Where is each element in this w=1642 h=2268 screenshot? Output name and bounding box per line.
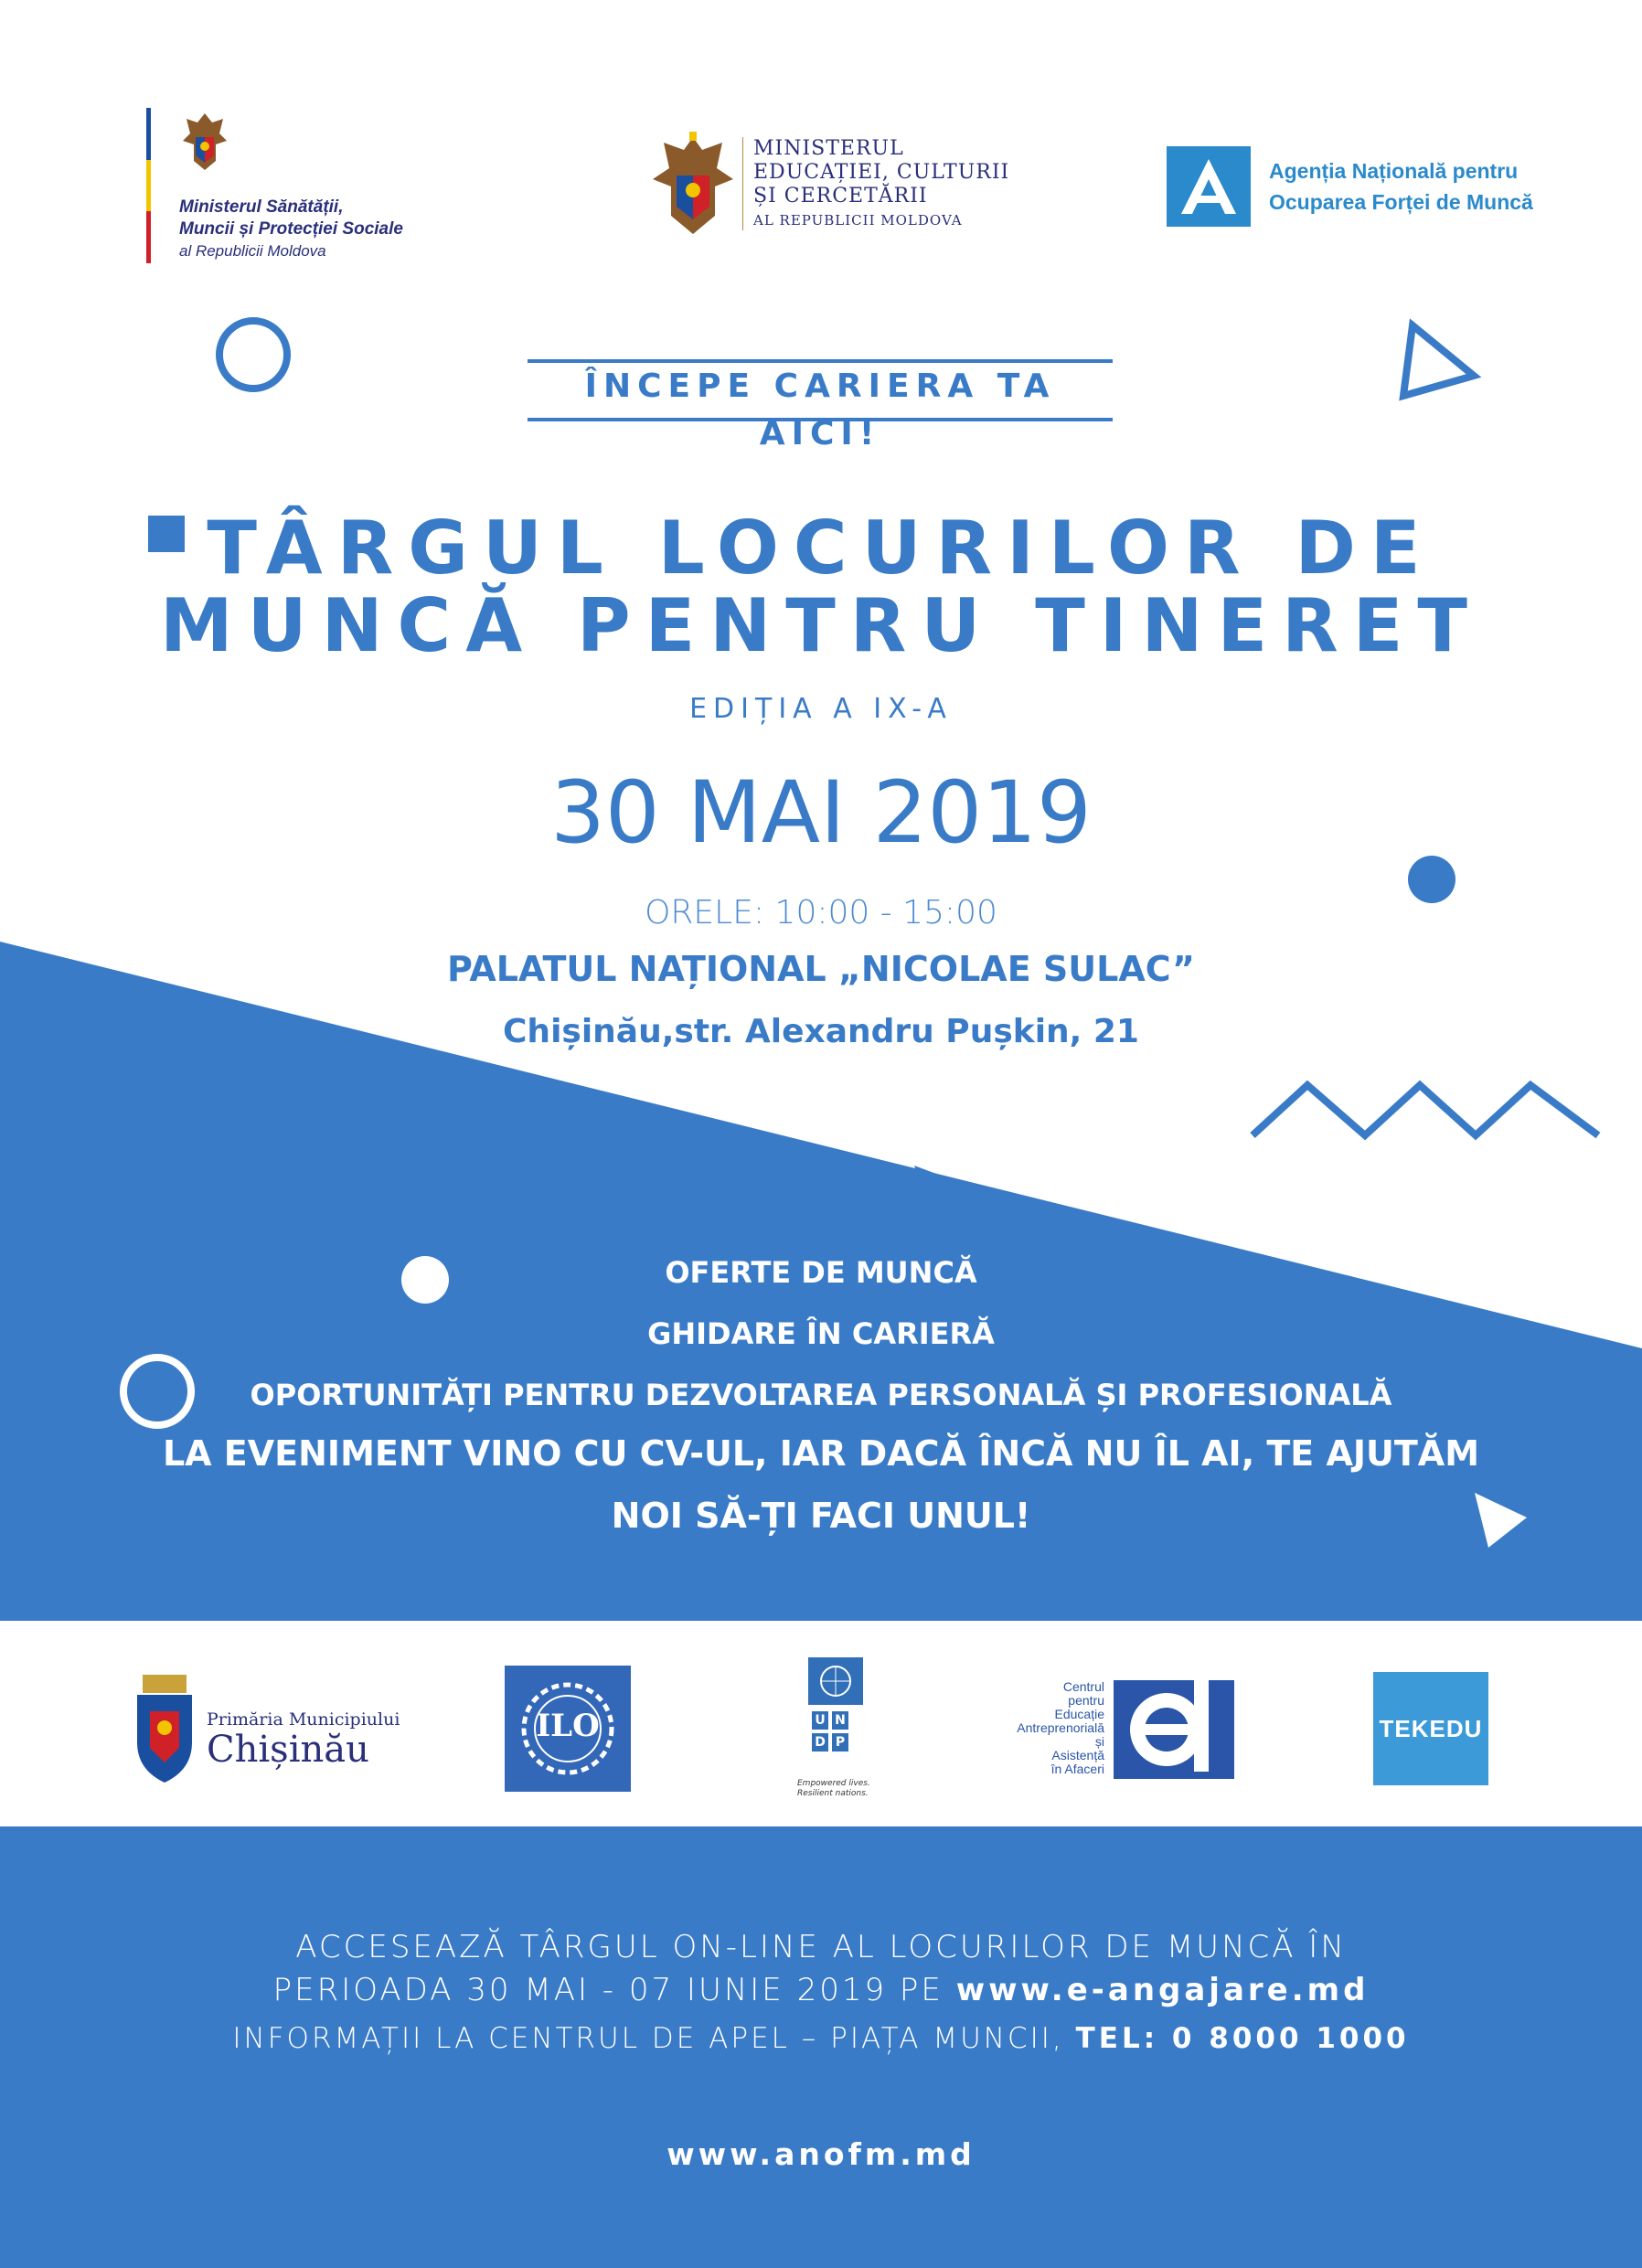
undp-letter-p: P (832, 1733, 848, 1752)
call-center-phone[interactable]: TEL: 0 8000 1000 (1075, 2022, 1410, 2055)
cv-message-line1: LA EVENIMENT VINO CU CV-UL, IAR DACĂ ÎNCĂ NU ÎL AI, TE AJUTĂM (162, 1433, 1480, 1474)
outline-triangle-top (1403, 325, 1474, 396)
event-venue: PALATUL NAȚIONAL „NICOLAE SULAC” (447, 949, 1195, 989)
ministry-education-name: MINISTERUL EDUCAȚIEI, CULTURII ȘI CERCETĂRII AL REPUBLICII MOLDOVA (753, 137, 1010, 229)
moldova-coat-of-arms-icon (179, 110, 230, 174)
feature-opportunities: OPORTUNITĂȚI PENTRU DEZVOLTAREA PERSONALĂ ȘI PROFESIONALĂ (250, 1378, 1392, 1412)
chisinau-coat-of-arms-icon (132, 1675, 197, 1784)
education-ministry-coat-of-arms-icon (649, 132, 737, 240)
event-hours: ORELE: 10:00 - 15:00 (645, 894, 997, 932)
feature-career-guidance: GHIDARE ÎN CARIERĂ (647, 1316, 995, 1351)
anofm-logo-icon (1167, 146, 1251, 227)
cv-message-line2: NOI SĂ-ȚI FACI UNUL! (611, 1496, 1031, 1536)
footer-line1: ACCESEAZĂ TÂRGUL ON-LINE AL LOCURILOR DE MUNCĂ ÎN (295, 1929, 1347, 1965)
undp-tagline: Empowered lives. Resilient nations. (797, 1779, 870, 1798)
un-emblem-icon (808, 1657, 863, 1705)
cedaa-name: Centrul pentru Educație Antreprenorială și Asistență în Afaceri (1017, 1679, 1104, 1776)
outline-circle-top (219, 321, 287, 389)
moldova-flag-bar (146, 108, 151, 263)
undp-letter-n: N (832, 1711, 848, 1730)
anofm-website-link[interactable]: www.anofm.md (666, 2136, 976, 2172)
cedaa-logo-icon (1110, 1677, 1238, 1783)
event-address: Chișinău,str. Alexandru Pușkin, 21 (503, 1013, 1139, 1050)
undp-letter-u: U (812, 1711, 828, 1730)
tekedu-logo: TEKEDU (1373, 1672, 1488, 1785)
ilo-logo (505, 1666, 631, 1792)
tagline: ÎNCEPE CARIERA TA AICI! (528, 359, 1113, 421)
ministry-health-name: Ministerul Sănătății, Muncii și Protecției Sociale al Republicii Moldova (179, 197, 403, 260)
event-title-line1: TÂRGUL LOCURILOR DE (207, 506, 1435, 591)
event-title-line2: MUNCĂ PENTRU TINERET (160, 583, 1482, 668)
zigzag-line (1253, 1085, 1598, 1135)
undp-letter-d: D (812, 1733, 828, 1752)
agency-name: Agenția Națională pentru Ocuparea Forței de Muncă (1269, 159, 1533, 214)
e-angajare-link[interactable]: www.e-angajare.md (955, 1972, 1370, 2008)
event-date: 30 MAI 2019 (550, 763, 1092, 863)
edition-label: EDIȚIA A IX-A (689, 693, 953, 725)
footer-line2: PERIOADA 30 MAI - 07 IUNIE 2019 PE www.e-angajare.md (272, 1972, 1370, 2008)
ilo-text: ILO (536, 1708, 600, 1744)
primaria-name: Primăria Municipiului Chișinău (207, 1709, 400, 1771)
footer-line3: INFORMAȚII LA CENTRUL DE APEL – PIAȚA MUNCII, TEL: 0 8000 1000 (232, 2022, 1410, 2055)
education-divider (742, 137, 743, 230)
feature-job-offers: OFERTE DE MUNCĂ (665, 1255, 977, 1290)
